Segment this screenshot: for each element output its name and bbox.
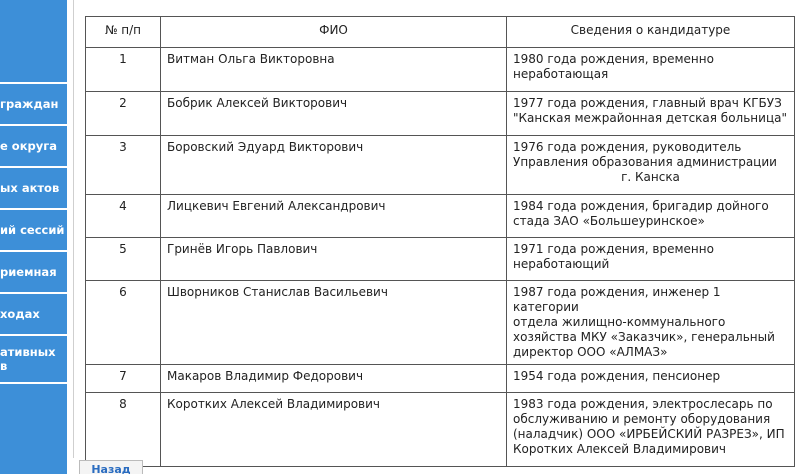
row-info — [507, 281, 795, 365]
sidebar-item-label: ходах — [0, 307, 40, 321]
info-line: 1983 года рождения, электрослесарь по — [513, 397, 773, 411]
sidebar-item-label: ий сессий — [0, 223, 65, 237]
table-row — [86, 92, 795, 136]
info-line: неработающая — [513, 67, 609, 81]
info-line: отдела жилищно-коммунального — [513, 315, 726, 329]
sidebar-menu — [0, 0, 68, 474]
row-fio: Боровский Эдуард Викторович — [161, 136, 507, 195]
info-line: 1980 года рождения, временно — [513, 52, 714, 66]
row-num: 1 — [86, 48, 161, 92]
info-line: неработающий — [513, 257, 610, 271]
row-info — [507, 48, 795, 92]
info-line: директор ООО «АЛМАЗ» — [513, 345, 668, 359]
table-row — [86, 48, 795, 92]
sidebar-item-label: ых актов — [0, 181, 60, 195]
row-info — [507, 195, 795, 238]
header-fio: ФИО — [161, 17, 507, 48]
info-line: 1984 года рождения, бригадир дойного — [513, 199, 769, 213]
sidebar-item-1[interactable] — [0, 0, 67, 84]
header-num: № п/п — [86, 17, 161, 48]
row-fio: Лицкевич Евгений Александрович — [161, 195, 507, 238]
row-info — [507, 365, 795, 393]
row-num: 2 — [86, 92, 161, 136]
row-info — [507, 136, 795, 195]
info-line: 1977 года рождения, главный врач КГБУЗ — [513, 96, 782, 110]
row-fio: Макаров Владимир Федорович — [161, 365, 507, 393]
info-line: 1987 года рождения, инженер 1 категории — [513, 285, 721, 314]
table-row — [86, 238, 795, 281]
table-row — [86, 281, 795, 365]
info-line: Коротких Алексей Владимирович — [513, 442, 726, 456]
sidebar-item-label: риемная — [0, 265, 57, 279]
sidebar-item-acts[interactable] — [0, 168, 67, 210]
sidebar-item-label: е округа — [0, 139, 58, 153]
row-num: 5 — [86, 238, 161, 281]
candidates-table — [85, 16, 795, 467]
row-fio: Витман Ольга Викторовна — [161, 48, 507, 92]
info-line: Управления образования администрации — [513, 155, 777, 169]
sidebar-item-9[interactable] — [0, 384, 67, 474]
row-num: 8 — [86, 393, 161, 467]
row-info — [507, 238, 795, 281]
sidebar-item-label: граждан — [0, 97, 59, 111]
row-num: 3 — [86, 136, 161, 195]
sidebar-item-reception[interactable] — [0, 252, 67, 294]
sidebar-item-hearings[interactable] — [0, 294, 67, 336]
header-info: Сведения о кандидатуре — [507, 17, 795, 48]
sidebar-item-districts[interactable] — [0, 126, 67, 168]
table-row — [86, 365, 795, 393]
row-num: 4 — [86, 195, 161, 238]
table-header-row — [86, 17, 795, 48]
row-info — [507, 92, 795, 136]
row-num: 6 — [86, 281, 161, 365]
sidebar-item-citizens[interactable] — [0, 84, 67, 126]
sidebar-item-label-line2: в — [0, 359, 8, 373]
row-fio: Гринёв Игорь Павлович — [161, 238, 507, 281]
row-num: 7 — [86, 365, 161, 393]
row-fio: Бобрик Алексей Викторович — [161, 92, 507, 136]
row-fio: Шворников Станислав Васильевич — [161, 281, 507, 365]
info-line: хозяйства МКУ «Заказчик», генеральный — [513, 330, 775, 344]
table-row — [86, 393, 795, 467]
info-line: обслуживанию и ремонту оборудования — [513, 412, 771, 426]
row-info — [507, 393, 795, 467]
sidebar-item-sessions[interactable] — [0, 210, 67, 252]
table-row — [86, 195, 795, 238]
main-content — [68, 0, 800, 474]
content-panel — [73, 0, 800, 458]
row-fio: Коротких Алексей Владимирович — [161, 393, 507, 467]
info-line: 1976 года рождения, руководитель — [513, 140, 742, 154]
info-line: 1954 года рождения, пенсионер — [513, 369, 721, 383]
info-line: г. Канска — [621, 170, 680, 184]
info-line: "Канская межрайонная детская больница" — [513, 111, 787, 125]
info-line: стада ЗАО «Большеуринское» — [513, 214, 705, 228]
info-line: 1971 года рождения, временно — [513, 242, 714, 256]
sidebar-item-normative[interactable] — [0, 336, 67, 384]
sidebar-item-label: ативных — [0, 345, 56, 359]
table-row — [86, 136, 795, 195]
back-button[interactable]: Назад — [79, 460, 143, 474]
info-line: (наладчик) ООО «ИРБЕЙСКИЙ РАЗРЕЗ», ИП — [513, 427, 785, 441]
